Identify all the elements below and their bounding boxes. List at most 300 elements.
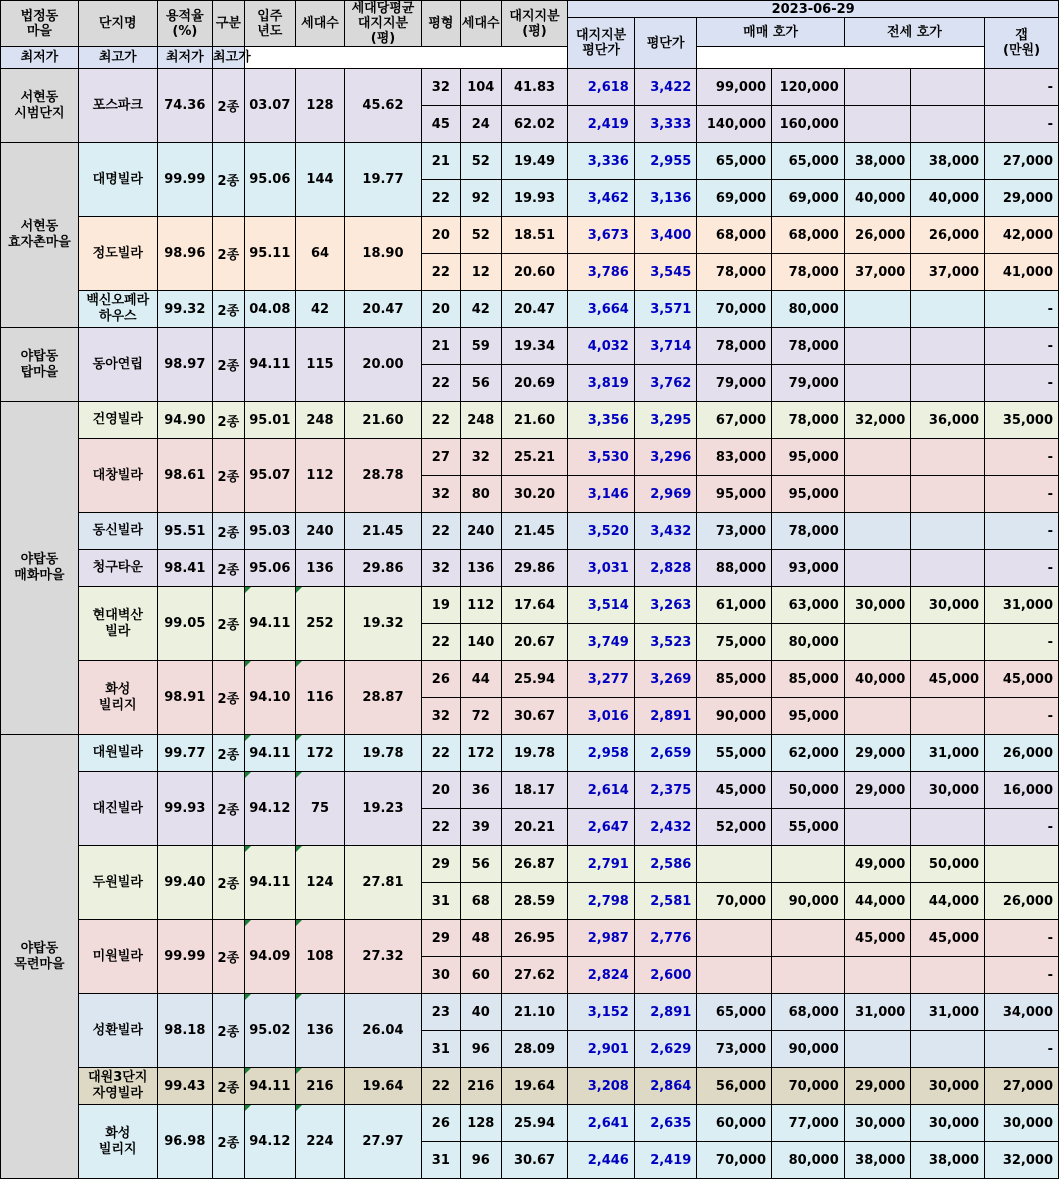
land-price-cell: 3,336 [568, 143, 635, 180]
jeonse-max-cell [911, 1031, 985, 1068]
zone-cell: 2종 [212, 328, 244, 402]
gap-cell: - [985, 328, 1059, 365]
jeonse-max-cell: 44,000 [911, 883, 985, 920]
units-cell: 56 [460, 846, 501, 883]
pyeong-cell: 23 [421, 994, 460, 1031]
header-far: 용적율 (%) [157, 1, 212, 47]
pyeong-cell: 20 [421, 291, 460, 328]
land-price-cell: 3,277 [568, 661, 635, 698]
gap-cell: - [985, 69, 1059, 106]
sale-max-cell: 95,000 [772, 476, 845, 513]
sale-max-cell [772, 957, 845, 994]
far-cell: 98.96 [157, 217, 212, 291]
households-cell: 112 [295, 439, 344, 513]
gap-cell: - [985, 476, 1059, 513]
land-price-cell: 2,824 [568, 957, 635, 994]
gap-cell: - [985, 957, 1059, 994]
land-cell: 21.45 [501, 513, 568, 550]
pyeong-cell: 22 [421, 365, 460, 402]
jeonse-max-cell [911, 476, 985, 513]
households-cell: 248 [295, 402, 344, 439]
header-dong: 법정동 마을 [1, 1, 79, 47]
jeonse-min-cell [844, 328, 911, 365]
complex-name: 대원빌라 [78, 735, 157, 772]
households-cell: 136 [295, 550, 344, 587]
jeonse-min-cell [844, 439, 911, 476]
land-price-cell: 3,152 [568, 994, 635, 1031]
avg-land-cell: 18.90 [345, 217, 422, 291]
zone-cell: 2종 [212, 513, 244, 550]
pyeong-cell: 32 [421, 69, 460, 106]
py-price-cell: 2,776 [634, 920, 696, 957]
land-cell: 26.87 [501, 846, 568, 883]
pyeong-cell: 32 [421, 476, 460, 513]
py-price-cell: 3,422 [634, 69, 696, 106]
sale-max-cell: 78,000 [772, 513, 845, 550]
households-cell: 172 [295, 735, 344, 772]
pyeong-cell: 27 [421, 439, 460, 476]
pyeong-cell: 26 [421, 1105, 460, 1142]
jeonse-max-cell [911, 957, 985, 994]
land-cell: 28.59 [501, 883, 568, 920]
header-name: 단지명 [78, 1, 157, 47]
zone-cell: 2종 [212, 735, 244, 772]
py-price-cell: 3,545 [634, 254, 696, 291]
year-cell: 94.11 [244, 328, 295, 402]
avg-land-cell: 27.97 [345, 1105, 422, 1179]
far-cell: 98.18 [157, 994, 212, 1068]
land-price-cell: 2,419 [568, 106, 635, 143]
py-price-cell: 2,419 [634, 1142, 696, 1179]
sale-max-cell: 55,000 [772, 809, 845, 846]
far-cell: 98.97 [157, 328, 212, 402]
zone-cell: 2종 [212, 217, 244, 291]
sale-min-cell: 73,000 [697, 1031, 772, 1068]
land-cell: 19.64 [501, 1068, 568, 1105]
jeonse-max-cell [911, 809, 985, 846]
jeonse-max-cell: 26,000 [911, 217, 985, 254]
land-price-cell: 2,901 [568, 1031, 635, 1068]
land-price-cell: 2,791 [568, 846, 635, 883]
households-cell: 42 [295, 291, 344, 328]
pyeong-cell: 22 [421, 254, 460, 291]
far-cell: 99.32 [157, 291, 212, 328]
units-cell: 40 [460, 994, 501, 1031]
py-price-cell: 2,659 [634, 735, 696, 772]
py-price-cell: 3,714 [634, 328, 696, 365]
land-price-cell: 3,819 [568, 365, 635, 402]
jeonse-min-cell: 26,000 [844, 217, 911, 254]
zone-cell: 2종 [212, 439, 244, 513]
jeonse-min-cell: 31,000 [844, 994, 911, 1031]
sale-min-cell: 70,000 [697, 883, 772, 920]
units-cell: 92 [460, 180, 501, 217]
avg-land-cell: 20.00 [345, 328, 422, 402]
table-row [1, 587, 1059, 624]
jeonse-min-cell: 38,000 [844, 1142, 911, 1179]
pyeong-cell: 29 [421, 846, 460, 883]
land-cell: 30.67 [501, 1142, 568, 1179]
table-row [1, 217, 1059, 254]
sale-min-cell: 65,000 [697, 994, 772, 1031]
units-cell: 128 [460, 1105, 501, 1142]
land-cell: 20.21 [501, 809, 568, 846]
zone-cell: 2종 [212, 994, 244, 1068]
pyeong-cell: 22 [421, 1068, 460, 1105]
year-cell: 95.06 [244, 143, 295, 217]
units-cell: 56 [460, 365, 501, 402]
jeonse-max-cell: 38,000 [911, 143, 985, 180]
households-cell: 240 [295, 513, 344, 550]
jeonse-min-cell: 29,000 [844, 772, 911, 809]
land-cell: 20.67 [501, 624, 568, 661]
land-price-cell: 2,647 [568, 809, 635, 846]
header-land: 대지지분 (평) [501, 1, 568, 47]
complex-name: 화성 빌리지 [78, 1105, 157, 1179]
zone-cell: 2종 [212, 69, 244, 143]
year-cell: 95.06 [244, 550, 295, 587]
households-cell: 64 [295, 217, 344, 291]
complex-name: 현대벽산 빌라 [78, 587, 157, 661]
table-row [1, 735, 1059, 772]
land-cell: 25.21 [501, 439, 568, 476]
jeonse-max-cell [911, 550, 985, 587]
gap-cell: 32,000 [985, 1142, 1059, 1179]
sale-max-cell: 62,000 [772, 735, 845, 772]
jeonse-min-cell [844, 365, 911, 402]
complex-name: 대창빌라 [78, 439, 157, 513]
land-cell: 17.64 [501, 587, 568, 624]
jeonse-min-cell [844, 624, 911, 661]
py-price-cell: 3,263 [634, 587, 696, 624]
header-pyeong: 평형 [421, 1, 460, 47]
jeonse-min-cell: 44,000 [844, 883, 911, 920]
avg-land-cell: 21.45 [345, 513, 422, 550]
sale-min-cell: 90,000 [697, 698, 772, 735]
header-avg-land: 세대당평균 대지지분 (평) [345, 1, 422, 47]
complex-name: 대명빌라 [78, 143, 157, 217]
sale-max-cell: 95,000 [772, 698, 845, 735]
py-price-cell: 2,864 [634, 1068, 696, 1105]
py-price-cell: 2,635 [634, 1105, 696, 1142]
table-row [1, 69, 1059, 106]
land-price-cell: 2,798 [568, 883, 635, 920]
land-price-cell: 3,016 [568, 698, 635, 735]
gap-cell: 42,000 [985, 217, 1059, 254]
units-cell: 59 [460, 328, 501, 365]
complex-name: 정도빌라 [78, 217, 157, 291]
sale-max-cell: 93,000 [772, 550, 845, 587]
jeonse-max-cell [911, 698, 985, 735]
complex-name: 대원3단지 자영빌라 [78, 1068, 157, 1105]
complex-name: 미원빌라 [78, 920, 157, 994]
jeonse-max-cell: 45,000 [911, 920, 985, 957]
py-price-cell: 2,969 [634, 476, 696, 513]
zone-cell: 2종 [212, 846, 244, 920]
jeonse-max-cell: 37,000 [911, 254, 985, 291]
gap-cell: 29,000 [985, 180, 1059, 217]
py-price-cell: 3,400 [634, 217, 696, 254]
py-price-cell: 2,891 [634, 698, 696, 735]
sale-min-cell: 79,000 [697, 365, 772, 402]
land-cell: 20.60 [501, 254, 568, 291]
sale-max-cell: 80,000 [772, 291, 845, 328]
units-cell: 32 [460, 439, 501, 476]
sale-max-cell: 50,000 [772, 772, 845, 809]
land-cell: 28.09 [501, 1031, 568, 1068]
units-cell: 140 [460, 624, 501, 661]
far-cell: 99.93 [157, 772, 212, 846]
units-cell: 248 [460, 402, 501, 439]
table-header [1, 1, 1059, 69]
pyeong-cell: 22 [421, 402, 460, 439]
sale-max-cell: 78,000 [772, 402, 845, 439]
gap-cell: 16,000 [985, 772, 1059, 809]
far-cell: 99.43 [157, 1068, 212, 1105]
pyeong-cell: 26 [421, 661, 460, 698]
year-cell: 95.02 [244, 994, 295, 1068]
avg-land-cell: 19.32 [345, 587, 422, 661]
table-row [1, 772, 1059, 809]
header-land-price: 대지지분 평단가 [568, 18, 635, 69]
jeonse-min-cell [844, 957, 911, 994]
py-price-cell: 3,432 [634, 513, 696, 550]
far-cell: 99.99 [157, 920, 212, 994]
avg-land-cell: 19.77 [345, 143, 422, 217]
jeonse-max-cell: 36,000 [911, 402, 985, 439]
units-cell: 72 [460, 698, 501, 735]
table-row [1, 291, 1059, 328]
far-cell: 99.77 [157, 735, 212, 772]
jeonse-max-cell: 38,000 [911, 1142, 985, 1179]
sale-min-cell [697, 920, 772, 957]
gap-cell: 27,000 [985, 1068, 1059, 1105]
zone-cell: 2종 [212, 772, 244, 846]
gap-cell: 26,000 [985, 735, 1059, 772]
dong-cell: 야탑동 매화마을 [1, 402, 79, 735]
sale-min-cell: 99,000 [697, 69, 772, 106]
sale-max-cell: 65,000 [772, 143, 845, 180]
units-cell: 52 [460, 217, 501, 254]
pyeong-cell: 29 [421, 920, 460, 957]
units-cell: 216 [460, 1068, 501, 1105]
jeonse-max-cell [911, 624, 985, 661]
units-cell: 96 [460, 1142, 501, 1179]
year-cell: 94.11 [244, 587, 295, 661]
sale-max-cell [772, 846, 845, 883]
households-cell: 224 [295, 1105, 344, 1179]
header-sale-group: 매매 호가 [697, 18, 844, 47]
land-price-cell: 2,614 [568, 772, 635, 809]
units-cell: 172 [460, 735, 501, 772]
zone-cell: 2종 [212, 661, 244, 735]
table-row [1, 143, 1059, 180]
pyeong-cell: 22 [421, 513, 460, 550]
py-price-cell: 2,891 [634, 994, 696, 1031]
sale-max-cell [772, 920, 845, 957]
sale-min-cell: 95,000 [697, 476, 772, 513]
py-price-cell: 2,581 [634, 883, 696, 920]
sale-max-cell: 78,000 [772, 328, 845, 365]
jeonse-max-cell: 31,000 [911, 994, 985, 1031]
land-cell: 25.94 [501, 661, 568, 698]
complex-name: 대진빌라 [78, 772, 157, 846]
zone-cell: 2종 [212, 920, 244, 994]
gap-cell: 34,000 [985, 994, 1059, 1031]
gap-cell: - [985, 513, 1059, 550]
sale-max-cell: 78,000 [772, 254, 845, 291]
units-cell: 42 [460, 291, 501, 328]
complex-name: 포스파크 [78, 69, 157, 143]
jeonse-min-cell: 40,000 [844, 661, 911, 698]
far-cell: 94.90 [157, 402, 212, 439]
land-cell: 62.02 [501, 106, 568, 143]
sale-min-cell [697, 846, 772, 883]
land-cell: 20.69 [501, 365, 568, 402]
jeonse-min-cell: 30,000 [844, 1105, 911, 1142]
land-cell: 19.93 [501, 180, 568, 217]
dong-cell: 야탑동 목련마을 [1, 735, 79, 1179]
py-price-cell: 3,762 [634, 365, 696, 402]
jeonse-min-cell [844, 291, 911, 328]
gap-cell: - [985, 624, 1059, 661]
jeonse-max-cell [911, 439, 985, 476]
pyeong-cell: 31 [421, 1142, 460, 1179]
land-price-cell: 3,673 [568, 217, 635, 254]
header-py-price: 평단가 [634, 18, 696, 69]
header-units: 세대수 [460, 1, 501, 47]
table-row [1, 1105, 1059, 1142]
year-cell: 94.10 [244, 661, 295, 735]
land-price-cell: 2,446 [568, 1142, 635, 1179]
table-row [1, 920, 1059, 957]
units-cell: 52 [460, 143, 501, 180]
far-cell: 95.51 [157, 513, 212, 550]
year-cell: 94.12 [244, 1105, 295, 1179]
land-cell: 29.86 [501, 550, 568, 587]
complex-name: 건영빌라 [78, 402, 157, 439]
py-price-cell: 2,955 [634, 143, 696, 180]
header-date: 2023-06-29 [568, 1, 1059, 18]
year-cell: 94.12 [244, 772, 295, 846]
zone-cell: 2종 [212, 402, 244, 439]
py-price-cell: 2,375 [634, 772, 696, 809]
py-price-cell: 2,629 [634, 1031, 696, 1068]
zone-cell: 2종 [212, 1068, 244, 1105]
year-cell: 94.09 [244, 920, 295, 994]
gap-cell: - [985, 809, 1059, 846]
header-jeonse-max: 최고가 [212, 47, 244, 69]
far-cell: 96.98 [157, 1105, 212, 1179]
land-price-cell: 2,987 [568, 920, 635, 957]
sale-min-cell [697, 957, 772, 994]
sale-max-cell: 85,000 [772, 661, 845, 698]
gap-cell: - [985, 698, 1059, 735]
pyeong-cell: 19 [421, 587, 460, 624]
py-price-cell: 3,523 [634, 624, 696, 661]
sale-min-cell: 78,000 [697, 254, 772, 291]
households-cell: 116 [295, 661, 344, 735]
units-cell: 240 [460, 513, 501, 550]
units-cell: 39 [460, 809, 501, 846]
table-row [1, 513, 1059, 550]
jeonse-max-cell [911, 291, 985, 328]
pyeong-cell: 31 [421, 883, 460, 920]
header-households: 세대수 [295, 1, 344, 47]
jeonse-max-cell [911, 106, 985, 143]
units-cell: 48 [460, 920, 501, 957]
jeonse-min-cell: 29,000 [844, 735, 911, 772]
sale-min-cell: 67,000 [697, 402, 772, 439]
sale-max-cell: 63,000 [772, 587, 845, 624]
avg-land-cell: 20.47 [345, 291, 422, 328]
land-cell: 41.83 [501, 69, 568, 106]
complex-name: 두원빌라 [78, 846, 157, 920]
households-cell: 128 [295, 69, 344, 143]
jeonse-max-cell: 50,000 [911, 846, 985, 883]
land-price-cell: 2,618 [568, 69, 635, 106]
sale-max-cell: 90,000 [772, 883, 845, 920]
gap-cell [985, 846, 1059, 883]
land-cell: 30.67 [501, 698, 568, 735]
units-cell: 136 [460, 550, 501, 587]
sale-min-cell: 78,000 [697, 328, 772, 365]
jeonse-max-cell [911, 69, 985, 106]
avg-land-cell: 19.64 [345, 1068, 422, 1105]
jeonse-min-cell: 40,000 [844, 180, 911, 217]
gap-cell: - [985, 439, 1059, 476]
complex-name: 백신오페라 하우스 [78, 291, 157, 328]
jeonse-min-cell: 38,000 [844, 143, 911, 180]
table-row [1, 661, 1059, 698]
land-cell: 30.20 [501, 476, 568, 513]
jeonse-min-cell: 32,000 [844, 402, 911, 439]
pyeong-cell: 20 [421, 772, 460, 809]
far-cell: 74.36 [157, 69, 212, 143]
sale-min-cell: 60,000 [697, 1105, 772, 1142]
sale-min-cell: 88,000 [697, 550, 772, 587]
jeonse-max-cell: 40,000 [911, 180, 985, 217]
households-cell: 108 [295, 920, 344, 994]
py-price-cell: 2,432 [634, 809, 696, 846]
py-price-cell: 3,296 [634, 439, 696, 476]
households-cell: 124 [295, 846, 344, 920]
jeonse-min-cell [844, 69, 911, 106]
jeonse-min-cell: 49,000 [844, 846, 911, 883]
gap-cell: 30,000 [985, 1105, 1059, 1142]
complex-name: 동신빌라 [78, 513, 157, 550]
year-cell: 95.03 [244, 513, 295, 550]
zone-cell: 2종 [212, 291, 244, 328]
py-price-cell: 2,586 [634, 846, 696, 883]
sale-max-cell: 90,000 [772, 1031, 845, 1068]
py-price-cell: 3,136 [634, 180, 696, 217]
py-price-cell: 3,333 [634, 106, 696, 143]
land-price-cell: 3,749 [568, 624, 635, 661]
sale-min-cell: 52,000 [697, 809, 772, 846]
units-cell: 24 [460, 106, 501, 143]
jeonse-max-cell [911, 328, 985, 365]
py-price-cell: 3,269 [634, 661, 696, 698]
gap-cell: 35,000 [985, 402, 1059, 439]
units-cell: 60 [460, 957, 501, 994]
year-cell: 95.07 [244, 439, 295, 513]
table-row [1, 439, 1059, 476]
land-price-cell: 4,032 [568, 328, 635, 365]
sale-max-cell: 80,000 [772, 1142, 845, 1179]
avg-land-cell: 28.78 [345, 439, 422, 513]
sale-min-cell: 68,000 [697, 217, 772, 254]
